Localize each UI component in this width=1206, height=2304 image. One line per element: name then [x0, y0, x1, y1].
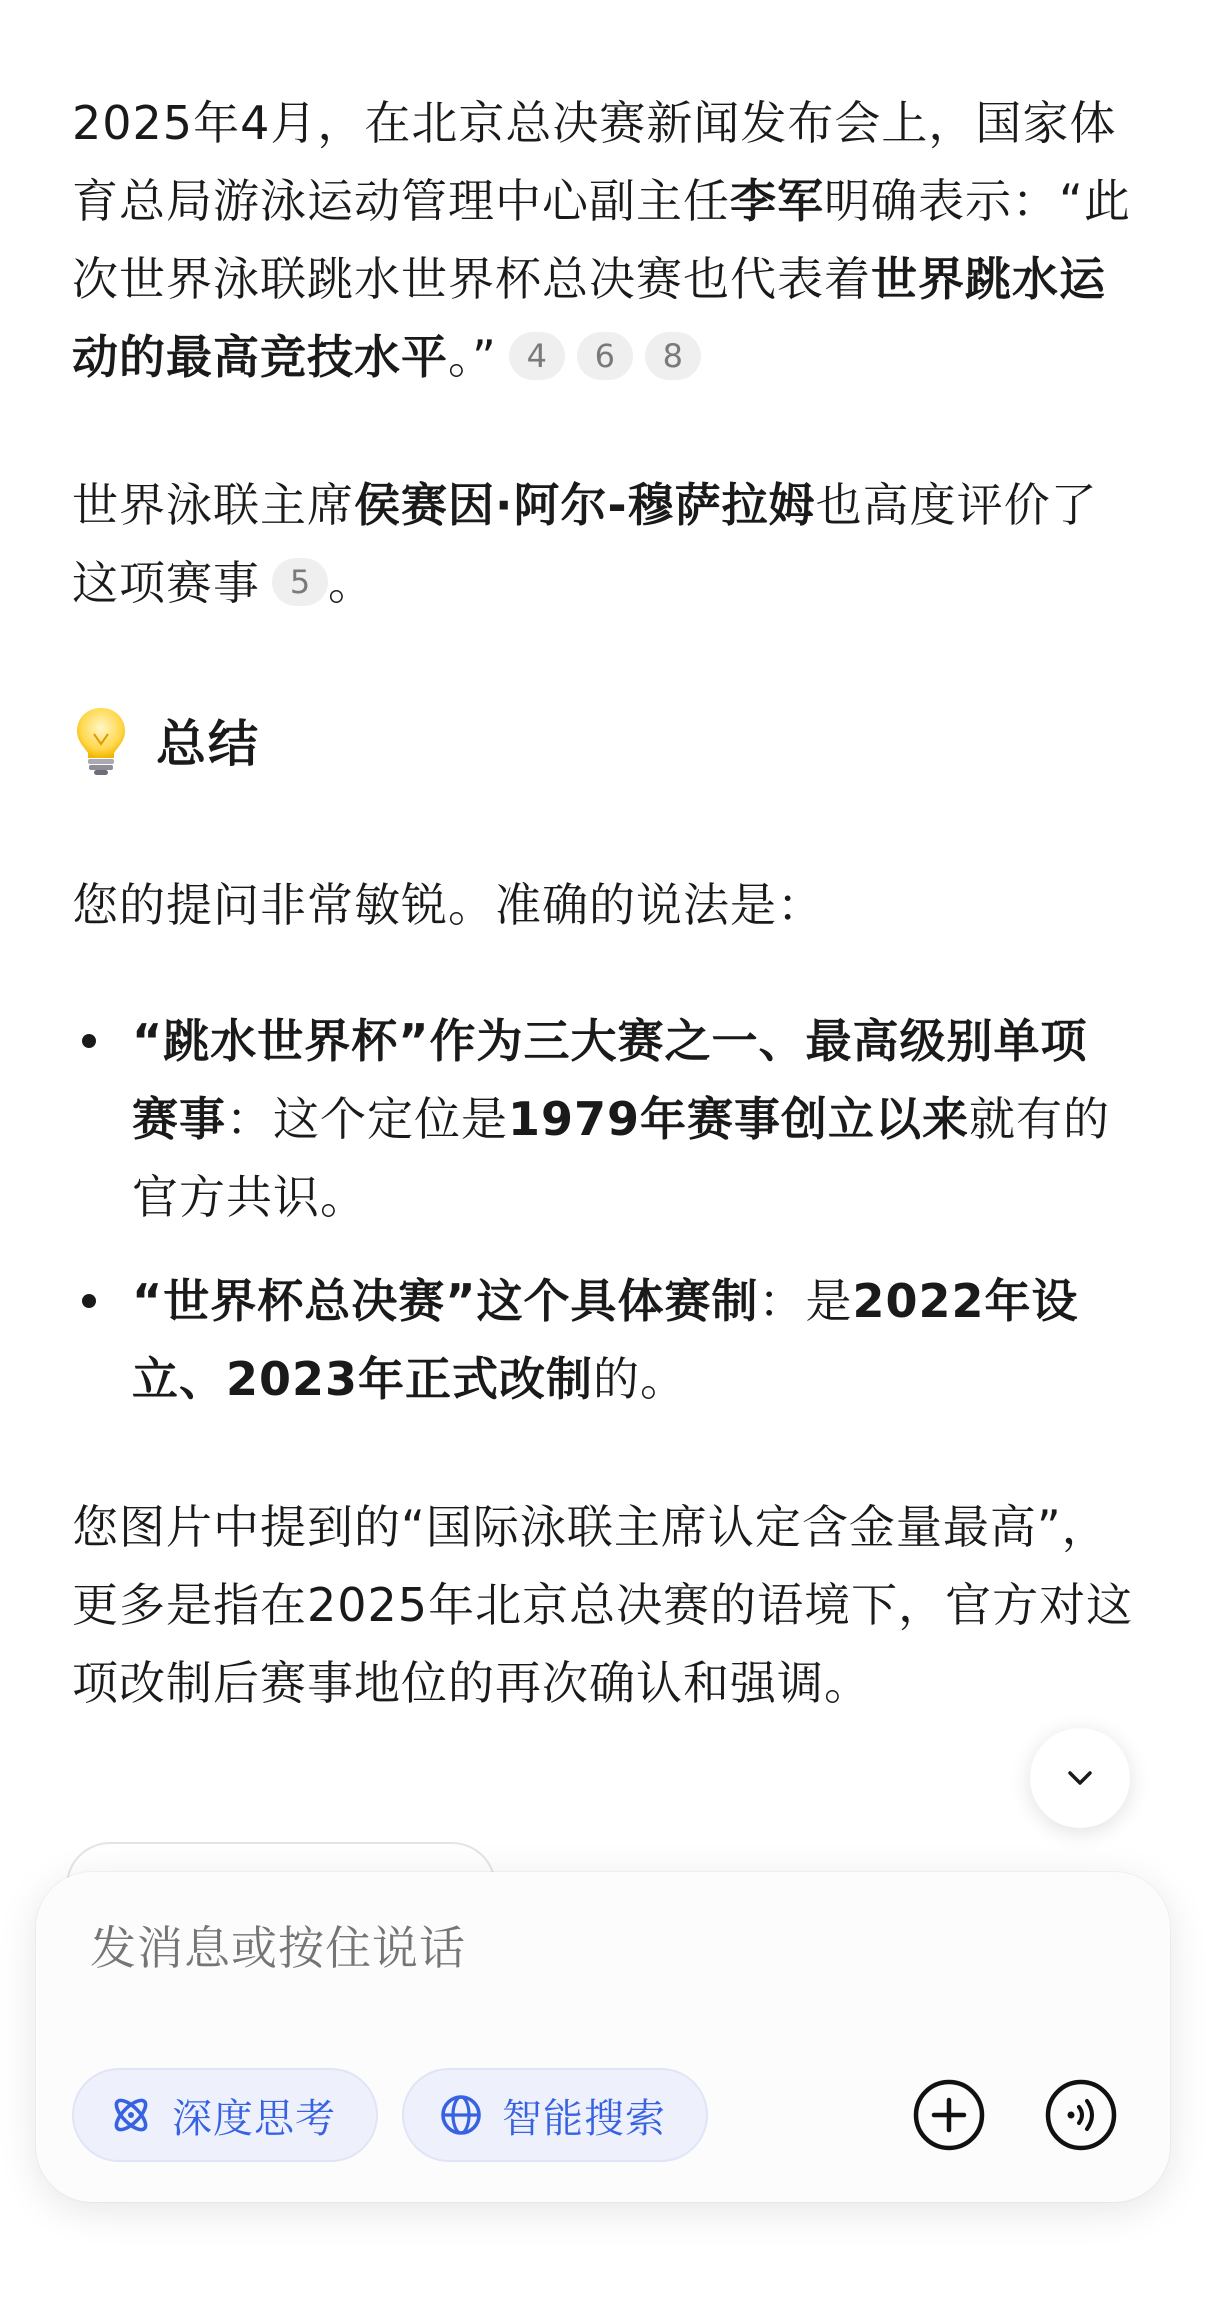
smart-search-label: 智能搜索 — [502, 2095, 666, 2142]
deep-think-button[interactable] — [72, 2068, 378, 2162]
answer-text: ：是 — [758, 1274, 853, 1328]
answer-bold-text: “世界杯总决赛”这个具体赛制 — [132, 1274, 759, 1328]
bullet-dot — [82, 1294, 96, 1308]
chevron-down-icon — [1060, 1758, 1100, 1798]
plus-circle-icon — [912, 2078, 986, 2152]
answer-paragraph-2 — [72, 466, 1134, 622]
answer-text: ：这个定位是 — [226, 1092, 508, 1146]
answer-bullet-list — [72, 1002, 1134, 1418]
answer-text: 世界泳联主席 — [72, 478, 354, 532]
answer-text: 。 — [328, 556, 375, 610]
answer-paragraph-1 — [72, 84, 1134, 396]
assistant-answer — [72, 84, 1134, 1722]
answer-text: 的。 — [593, 1352, 688, 1406]
answer-bold-text: 李军 — [730, 174, 824, 228]
citation-badge-8[interactable]: 8 — [645, 332, 701, 380]
answer-text: 就有的官方共识。 — [132, 1092, 1111, 1224]
list-item — [72, 1002, 1134, 1236]
list-item — [72, 1262, 1134, 1418]
atom-icon — [108, 2092, 154, 2138]
answer-text: 也高度评价了这项赛事 — [72, 478, 1098, 610]
citation-badge-4[interactable]: 4 — [509, 332, 565, 380]
summary-heading-text: 总结 — [156, 715, 260, 773]
answer-text: 2025年4月，在北京总决赛新闻发布会上，国家体育总局游泳运动管理中心副主任 — [72, 96, 1117, 228]
answer-paragraph-4: 您图片中提到的“国际泳联主席认定含金量最高”，更多是指在2025年北京总决赛的语境下，官方对这项改制后赛事地位的再次确认和强调。 — [72, 1500, 1134, 1710]
scroll-down-button[interactable] — [1030, 1728, 1130, 1828]
answer-bold-text: 侯赛因·阿尔-穆萨拉姆 — [354, 478, 816, 532]
bullet-dot — [82, 1034, 96, 1048]
message-input[interactable] — [90, 1908, 990, 1988]
lightbulb-icon — [72, 704, 130, 776]
voice-call-button[interactable] — [1044, 2078, 1118, 2152]
message-composer — [36, 1872, 1170, 2202]
add-attachment-button[interactable] — [912, 2078, 986, 2152]
answer-bold-text: 2022年设立、2023年正式改制 — [132, 1274, 1079, 1406]
answer-bold-text: 1979年赛事创立以来 — [508, 1092, 970, 1146]
citation-badge-5[interactable]: 5 — [272, 558, 328, 606]
answer-text: 。” — [448, 330, 497, 384]
answer-text: 明确表示：“此次世界泳联跳水世界杯总决赛也代表着 — [72, 174, 1131, 306]
answer-paragraph-3: 您的提问非常敏锐。准确的说法是： — [72, 878, 824, 932]
voice-wave-icon — [1044, 2078, 1118, 2152]
globe-icon — [438, 2092, 484, 2138]
summary-heading — [72, 700, 1134, 780]
answer-bold-text: 世界跳水运动的最高竞技水平 — [72, 252, 1106, 384]
deep-think-label: 深度思考 — [172, 2095, 336, 2142]
citation-badge-6[interactable]: 6 — [577, 332, 633, 380]
answer-bold-text: “跳水世界杯”作为三大赛之一、最高级别单项赛事 — [132, 1014, 1088, 1146]
smart-search-button[interactable] — [402, 2068, 708, 2162]
